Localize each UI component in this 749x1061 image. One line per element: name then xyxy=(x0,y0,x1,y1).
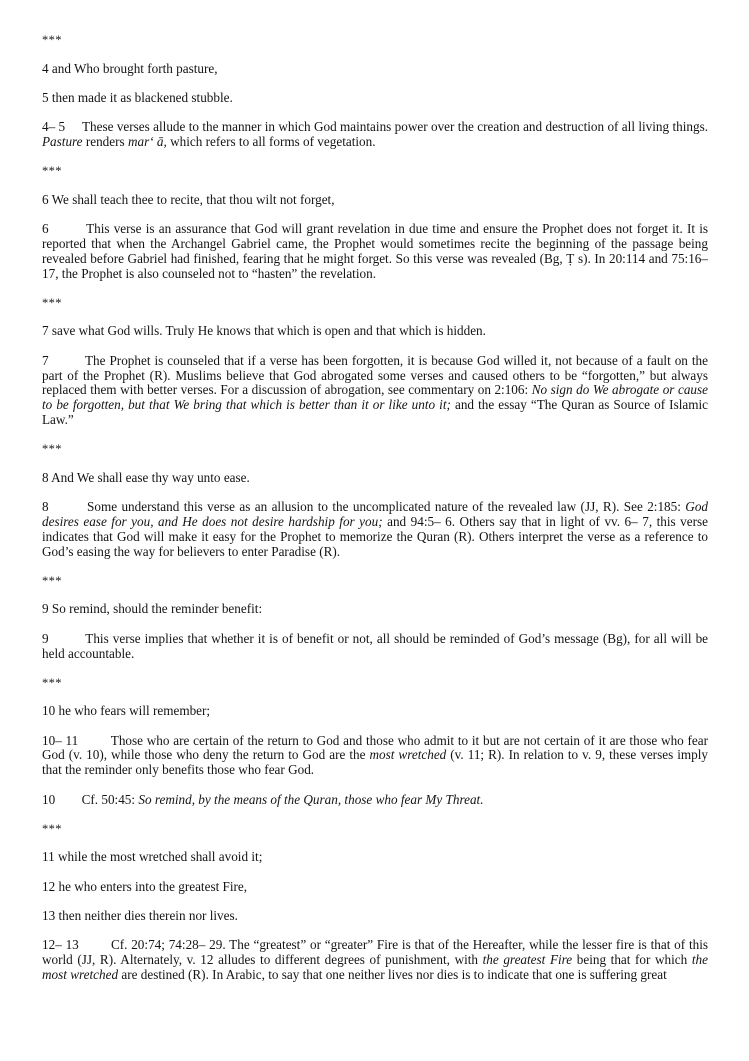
commentary-italic: most wretched xyxy=(369,747,447,763)
commentary-text: Cf. 20:74; 74:28– 29. The “greatest” or “greater” Fire is that of the Hereafter, while the lesser fire is that of this world (JJ, R). Alternately, v. 12 alludes to different degrees of punishment, with xyxy=(42,937,709,968)
commentary-4-5 xyxy=(42,120,708,150)
verse-line-10: 10 he who fears will remember; xyxy=(42,703,211,719)
verse-line-6: 6 We shall teach thee to recite, that thou wilt not forget, xyxy=(42,191,335,207)
section-separator: *** xyxy=(42,295,62,310)
commentary-9 xyxy=(42,632,708,662)
commentary-text: being that for which xyxy=(572,952,692,968)
section-separator: *** xyxy=(42,675,62,690)
commentary-6 xyxy=(42,222,708,281)
verse-line-5: 5 then made it as blackened stubble. xyxy=(42,89,233,105)
commentary-8 xyxy=(42,500,708,559)
section-separator: *** xyxy=(42,821,62,836)
verse-line-7: 7 save what God wills. Truly He knows that which is open and that which is hidden. xyxy=(42,323,486,339)
section-separator: *** xyxy=(42,33,62,47)
commentary-italic: Pasture xyxy=(42,133,83,149)
commentary-10-11 xyxy=(42,734,708,778)
commentary-text: Those who are certain of the return to God and those who admit to it but are not certain of it are those who fear God (v. 10), while those who deny the return to God are the xyxy=(42,732,709,763)
commentary-text: Some understand this verse as an allusion to the uncomplicated nature of the revealed law (JJ, R). See 2:185: xyxy=(87,499,686,515)
commentary-italic: the greatest Fire xyxy=(482,952,573,968)
commentary-text: Cf. 50:45: xyxy=(81,791,139,807)
commentary-10-cross-reference xyxy=(42,793,708,808)
verse-line-8: 8 And We shall ease thy way unto ease. xyxy=(42,469,250,485)
verse-line-4: 4 and Who brought forth pasture, xyxy=(42,60,218,76)
section-separator: *** xyxy=(42,573,62,588)
verse-line-12: 12 he who enters into the greatest Fire, xyxy=(42,878,248,894)
commentary-text: (v. 11; R). In relation to v. 9, these verses imply that the reminder only benefits those who fear God. xyxy=(42,747,708,778)
commentary-italic: marʻ ā, xyxy=(127,133,167,149)
commentary-text: renders xyxy=(82,133,128,149)
commentary-italic: God desires ease for you, and He does not desire hardship for you; xyxy=(42,499,709,529)
commentary-text: This verse is an assurance that God will grant revelation in due time and ensure the Prophet does not forget it. It is reported that when the Archangel Gabriel came, the Prophet would sometimes recite the beginning of the passage being revealed before Gabriel had finished, fearing that he might forget. So this verse was revealed (Bg, Ṭ s). In 20:114 and 75:16– 17, the Prophet is also counseled not to “hasten” the revelation. xyxy=(42,221,709,281)
commentary-label: 6 xyxy=(42,221,49,237)
commentary-label: 4– 5 xyxy=(42,119,66,135)
verse-line-11: 11 while the most wretched shall avoid it; xyxy=(42,849,263,865)
verse-line-13: 13 then neither dies therein nor lives. xyxy=(42,908,238,924)
text-column xyxy=(42,33,708,983)
commentary-text: These verses allude to the manner in which God maintains power over the creation and destruction of all living things. xyxy=(81,119,709,135)
commentary-text: are destined (R). In Arabic, to say that one neither lives nor dies is to indicate that one is suffering great xyxy=(118,966,667,982)
commentary-text: This verse implies that whether it is of benefit or not, all should be reminded of God’s message (Bg), for all will be held accountable. xyxy=(42,630,709,661)
commentary-italic: No sign do We abrogate or cause to be forgotten, but that We bring that which is better than it or like unto it; xyxy=(42,382,708,413)
commentary-label: 9 xyxy=(42,630,49,646)
commentary-7 xyxy=(42,354,708,428)
commentary-italic: So remind, by the means of the Quran, those who fear My Threat. xyxy=(138,791,484,807)
commentary-text: and the essay “The Quran as Source of Islamic Law.” xyxy=(42,397,708,427)
commentary-12-13 xyxy=(42,938,708,982)
commentary-label: 12– 13 xyxy=(42,937,79,953)
commentary-text: and 94:5– 6. Others say that in light of vv. 6– 7, this verse indicates that God will make it easy for the Prophet to memorize the Quran (R). Others interpret the verse as a reference to God’s easing the way for believers to enter Paradise (R). xyxy=(42,513,708,559)
commentary-label: 10 xyxy=(42,791,56,807)
section-separator: *** xyxy=(42,442,62,457)
commentary-label: 8 xyxy=(42,499,49,515)
commentary-italic: the most wretched xyxy=(42,952,708,982)
commentary-label: 10– 11 xyxy=(42,732,79,748)
commentary-label: 7 xyxy=(42,352,49,368)
commentary-text: The Prophet is counseled that if a verse has been forgotten, it is because God willed it, not because of a fault on the part of the Prophet (R). Muslims believe that God abrogated some verses and caused others to be “forgotten,” but always replaced them with better verses. For a discussion of abrogation, see commentary on 2:106: xyxy=(42,352,708,398)
verse-line-9: 9 So remind, should the reminder benefit: xyxy=(42,601,263,617)
commentary-text: which refers to all forms of vegetation. xyxy=(166,133,376,149)
section-separator: *** xyxy=(42,164,62,179)
